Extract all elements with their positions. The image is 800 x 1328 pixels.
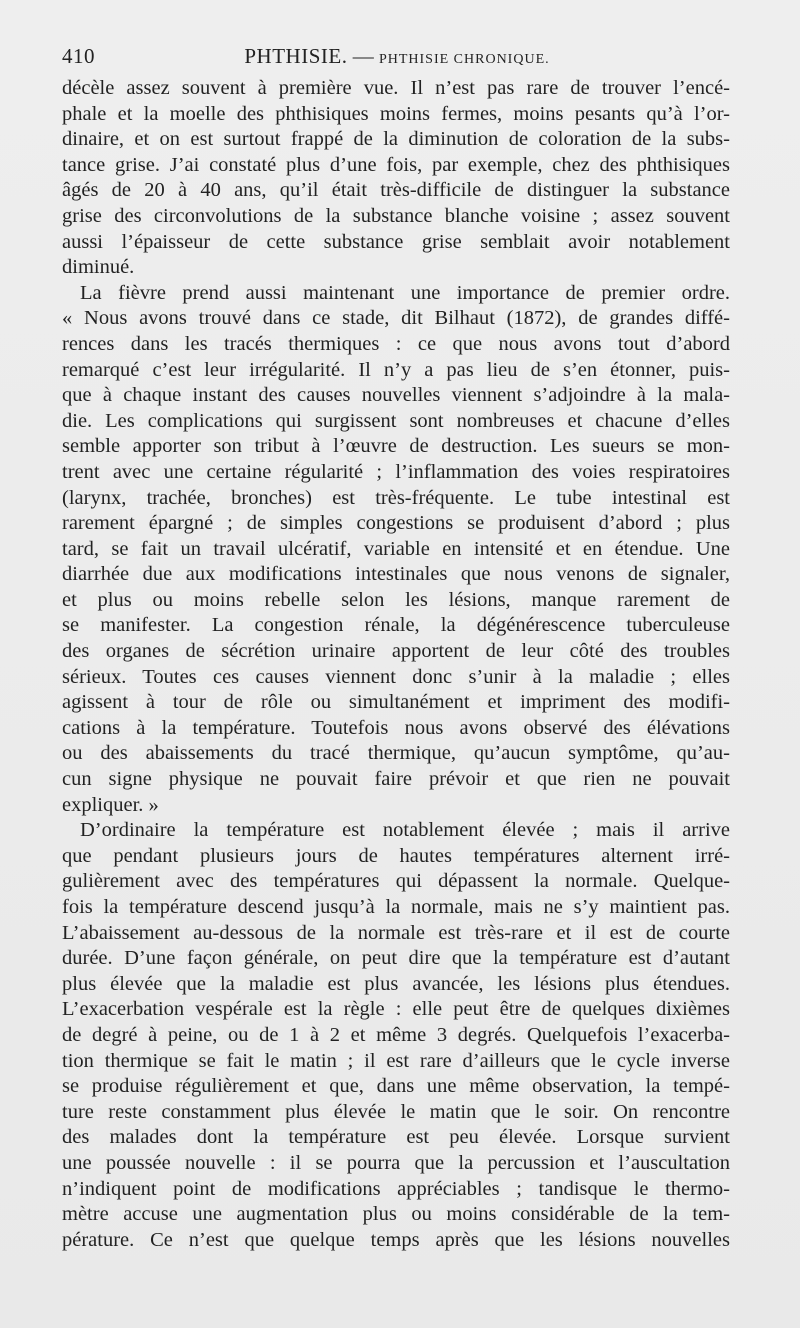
text-line: pérature. Ce n’est que quelque temps après que les lésions nouvelles [62,1228,730,1251]
text-line: ture reste constamment plus élevée le matin que le soir. On rencontre [62,1100,730,1123]
text-line: mètre accuse une augmentation plus ou moins considérable de la tem- [62,1203,730,1226]
text-line: sérieux. Toutes ces causes viennent donc s’unir à la maladie ; elles [62,665,730,688]
text-line: dinaire, et on est surtout frappé de la diminution de coloration de la subs- [62,128,730,151]
page-header [62,44,732,74]
text-line: rences dans les tracés thermiques : ce que nous avons tout d’abord [62,332,730,355]
text-line: âgés de 20 à 40 ans, qu’il était très-difficile de distinguer la substance [62,179,730,202]
text-line: n’indiquent point de modifications appréciables ; tandisque le thermo- [62,1177,730,1200]
text-line: grise des circonvolutions de la substance blanche voisine ; assez souvent [62,204,730,227]
text-line: gulièrement avec des températures qui dépassent la normale. Quelque- [62,870,730,893]
text-line: ou des abaissements du tracé thermique, qu’aucun symptôme, qu’au- [62,742,730,765]
text-line: fois la température descend jusqu’à la normale, mais ne s’y maintient pas. [62,896,730,918]
running-title [62,44,732,69]
running-title-main: PHTHISIE. [244,44,348,68]
body-text [62,76,730,1253]
text-line: trent avec une certaine régularité ; l’inflammation des voies respiratoires [62,460,730,483]
text-line: plus élevée que la maladie est plus avancée, les lésions plus étendues. [62,972,730,995]
text-line: « Nous avons trouvé dans ce stade, dit Bilhaut (1872), de grandes diffé- [62,307,730,330]
text-line: cun signe physique ne pouvait faire prévoir et que rien ne pouvait [62,768,730,791]
text-line: expliquer. » [62,793,159,816]
text-line: des organes de sécrétion urinaire apportent de leur côté des troubles [62,640,730,663]
text-line: et plus ou moins rebelle selon les lésions, manque rarement de [62,588,730,611]
text-line: L’exacerbation vespérale est la règle : elle peut être de quelques dixièmes [62,998,730,1021]
running-title-sub: PHTHISIE CHRONIQUE. [378,52,550,67]
text-line: L’abaissement au-dessous de la normale est très-rare et il est de courte [62,921,730,944]
text-line: se manifester. La congestion rénale, la dégénérescence tuberculeuse [62,614,730,637]
text-line: die. Les complications qui surgissent sont nombreuses et chacune d’elles [62,409,730,432]
text-line: tion thermique se fait le matin ; il est rare d’ailleurs que le cycle inverse [62,1049,730,1072]
text-line: rarement épargné ; de simples congestions se produisent d’abord ; plus [62,512,730,535]
text-line: une poussée nouvelle : il se pourra que la percussion et l’auscultation [62,1151,730,1174]
text-line: de degré à peine, ou de 1 à 2 et même 3 degrés. Quelquefois l’exacerba- [62,1023,730,1046]
text-line: cations à la température. Toutefois nous avons observé des élévations [62,716,730,739]
text-line: des malades dont la température est peu élevée. Lorsque survient [62,1126,730,1149]
text-line: remarqué c’est leur irrégularité. Il n’y a pas lieu de s’en étonner, puis- [62,358,730,381]
text-line: se produise régulièrement et que, dans une même observation, la tempé- [62,1075,730,1098]
text-line: tard, se fait un travail ulcératif, variable en intensité et en étendue. Une [62,537,730,560]
text-line: semble apporter son tribut à l’œuvre de destruction. Les sueurs se mon- [62,435,730,458]
page-number: 410 [62,44,95,68]
text-line: tance grise. J’ai constaté plus d’une fois, par exemple, chez des phthisiques [62,153,730,176]
running-title-dash: — [352,44,374,68]
text-line: La fièvre prend aussi maintenant une importance de premier ordre. [80,281,730,304]
text-line: agissent à tour de rôle ou simultanément et impriment des modifi- [62,691,730,714]
text-line: diminué. [62,256,135,279]
text-line: phale et la moelle des phthisiques moins fermes, moins pesants qu’à l’or- [62,102,730,125]
text-line: que pendant plusieurs jours de hautes températures alternent irré- [62,844,730,867]
text-line: décèle assez souvent à première vue. Il n’est pas rare de trouver l’encé- [62,77,730,99]
text-line: que à chaque instant des causes nouvelles viennent s’adjoindre à la mala- [62,384,730,407]
text-line: durée. D’une façon générale, on peut dire que la température est d’autant [62,947,730,970]
text-line: aussi l’épaisseur de cette substance grise semblait avoir notablement [62,230,730,253]
text-line: diarrhée due aux modifications intestinales que nous venons de signaler, [62,563,730,586]
text-line: D’ordinaire la température est notablement élevée ; mais il arrive [80,819,730,842]
text-line: (larynx, trachée, bronches) est très-fréquente. Le tube intestinal est [62,486,730,509]
